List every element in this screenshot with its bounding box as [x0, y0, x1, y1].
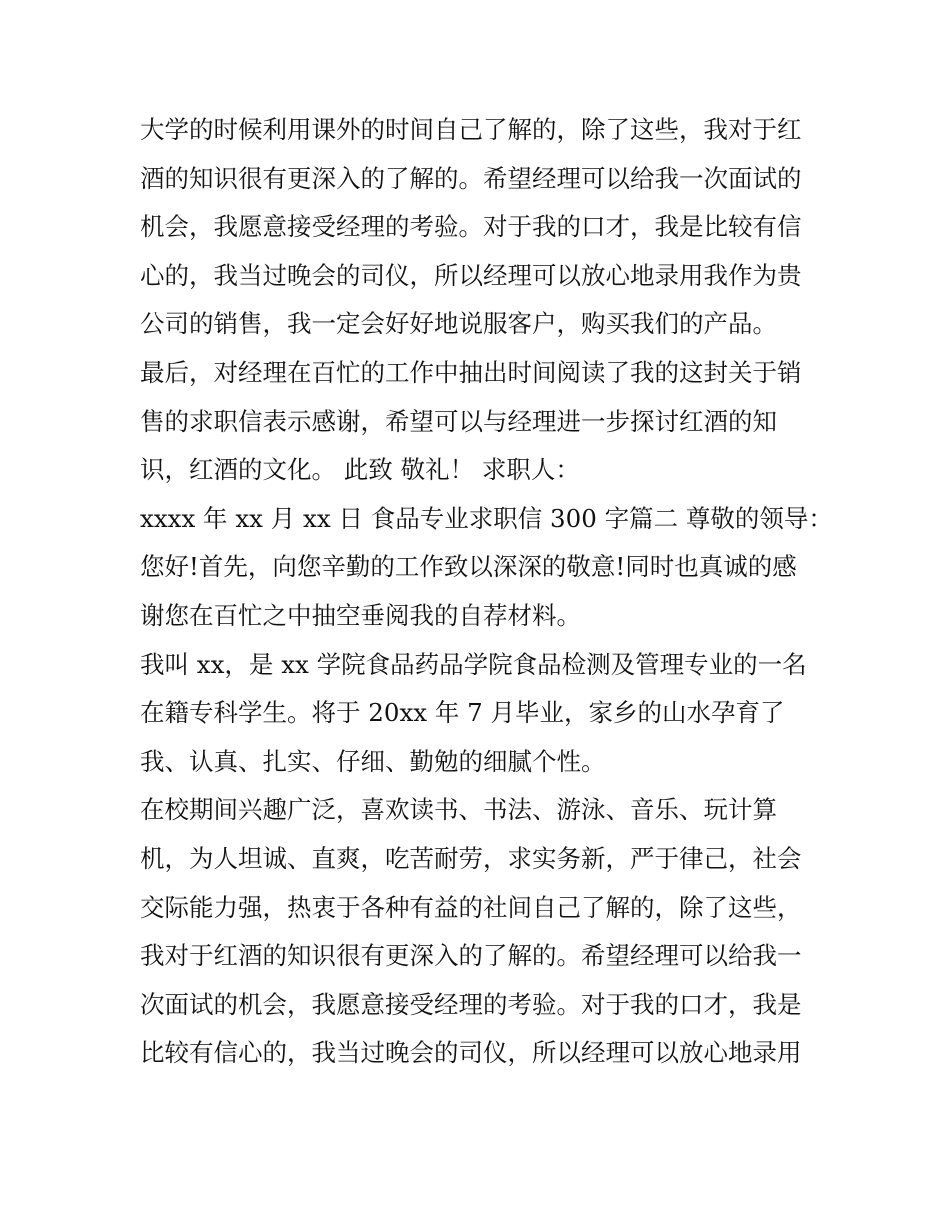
text-line: 识，红酒的文化。 此致 敬礼！ 求职人： [140, 455, 580, 485]
text-line: 我对于红酒的知识很有更深入的了解的。希望经理可以给我一 [140, 941, 802, 971]
text-line: 您好!首先，向您辛勤的工作致以深深的敬意!同时也真诚的感 [140, 552, 797, 582]
text-line: 机会，我愿意接受经理的考验。对于我的口才，我是比较有信 [140, 212, 802, 242]
text-line: 大学的时候利用课外的时间自己了解的，除了这些，我对于红 [140, 115, 802, 144]
text-line: 在籍专科学生。将于 20xx 年 7 月毕业，家乡的山水孕育了 [140, 698, 785, 728]
text-line: 比较有信心的，我当过晚会的司仪，所以经理可以放心地录用 [140, 1038, 802, 1068]
text-line: 最后，对经理在百忙的工作中抽出时间阅读了我的这封关于销 [140, 357, 802, 387]
text-line: 谢您在百忙之中抽空垂阅我的自荐材料。 [140, 600, 581, 630]
text-line: 在校期间兴趣广泛，喜欢读书、书法、游泳、音乐、玩计算 [140, 795, 777, 825]
text-line: 交际能力强，热衷于各种有益的社间自己了解的，除了这些， [140, 892, 802, 922]
text-line: 我、认真、扎实、仔细、勤勉的细腻个性。 [140, 746, 606, 776]
text-line: 次面试的机会，我愿意接受经理的考验。对于我的口才，我是 [140, 989, 802, 1019]
text-line: 酒的知识很有更深入的了解的。希望经理可以给我一次面试的 [140, 163, 802, 193]
text-line: 售的求职信表示感谢，希望可以与经理进一步探讨红酒的知 [140, 406, 777, 436]
text-line: 公司的销售，我一定会好好地说服客户，购买我们的产品。 [140, 309, 777, 339]
body-text [140, 106, 833, 1078]
text-line: 心的，我当过晚会的司仪，所以经理可以放心地录用我作为贵 [140, 260, 802, 290]
text-line: 机，为人坦诚、直爽，吃苦耐劳，求实务新，严于律己，社会 [140, 843, 802, 873]
text-line: xxxx 年 xx 月 xx 日 食品专业求职信 300 字篇二 尊敬的领导： [140, 503, 833, 533]
text-line: 我叫 xx，是 xx 学院食品药品学院食品检测及管理专业的一名 [140, 649, 807, 679]
